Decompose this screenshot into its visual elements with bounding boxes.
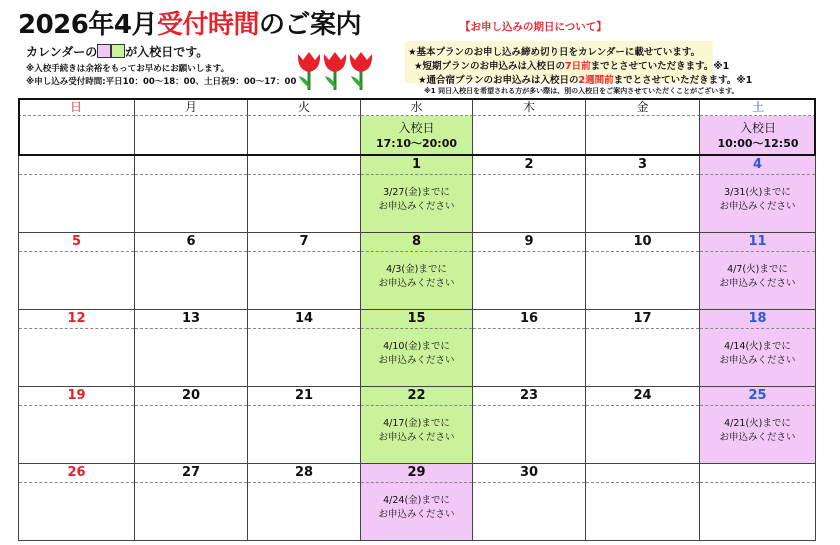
entry-cell [248, 116, 361, 156]
notes-title: 【お申し込みの期日について】 [460, 21, 607, 33]
day-divider [135, 482, 247, 483]
day-divider [586, 482, 699, 483]
day-cell [18, 387, 135, 464]
deadline-text: 4/7(火)までに [727, 264, 788, 275]
weekday-header: 木 [473, 98, 586, 116]
weekday-header: 金 [586, 98, 700, 116]
day-number: 24 [633, 388, 652, 403]
apply-text: お申込みください [719, 278, 796, 289]
day-cell [135, 233, 248, 310]
day-cell [361, 310, 473, 387]
day-divider [19, 251, 134, 252]
entry-time: 17:10～20:00 [375, 137, 458, 150]
day-number: 28 [294, 465, 314, 480]
weekday-header: 日 [18, 98, 135, 116]
apply-text: お申込みください [378, 509, 455, 520]
apply-text: お申込みください [378, 355, 455, 366]
day-divider [248, 482, 360, 483]
day-cell [700, 156, 816, 233]
day-divider [135, 405, 247, 406]
legend-prefix: カレンダーの [26, 45, 98, 59]
day-number: 21 [294, 388, 314, 403]
deadline-text: 3/31(火)までに [724, 187, 791, 198]
day-cell [248, 233, 361, 310]
day-divider [473, 405, 585, 406]
day-divider [473, 174, 585, 175]
day-cell [700, 387, 816, 464]
day-divider [361, 328, 472, 329]
deadline-text: 4/14(火)までに [724, 341, 791, 352]
day-divider [248, 174, 360, 175]
day-divider [700, 251, 815, 252]
entry-cell [18, 116, 135, 156]
apply-text: お申込みください [378, 278, 455, 289]
day-number: 20 [181, 388, 201, 403]
apply-text: お申込みください [378, 201, 455, 212]
day-divider [586, 405, 699, 406]
day-cell [700, 464, 816, 541]
day-cell [361, 387, 473, 464]
day-cell [473, 156, 586, 233]
day-cell [248, 156, 361, 233]
day-number: 23 [519, 388, 539, 403]
day-number: 25 [748, 388, 767, 403]
day-divider [473, 251, 585, 252]
deadline-text: 4/10(金)までに [383, 341, 450, 352]
day-divider [700, 174, 815, 175]
day-cell [18, 464, 135, 541]
day-cell [586, 387, 700, 464]
early-note: ※入校手続きは余裕をもってお早めにお願いします。 [26, 64, 230, 74]
day-divider [248, 405, 360, 406]
day-cell [361, 464, 473, 541]
day-number: 8 [411, 234, 422, 249]
entry-time: 10:00～12:50 [717, 137, 799, 150]
note-basic: ★基本プランのお申し込み締め切り日をカレンダーに載せています。 [408, 47, 701, 58]
day-number: 13 [181, 311, 201, 326]
day-cell [473, 233, 586, 310]
entry-cell [586, 116, 700, 156]
deadline-text: 4/3(金)までに [386, 264, 447, 275]
day-number: 16 [519, 311, 539, 326]
day-number: 7 [299, 234, 309, 249]
pink-square-icon [97, 44, 111, 58]
day-number: 9 [524, 234, 534, 249]
legend [26, 43, 208, 60]
entry-cell [361, 116, 473, 156]
day-cell [473, 464, 586, 541]
day-divider [473, 482, 585, 483]
day-number: 4 [752, 157, 763, 172]
day-cell [135, 464, 248, 541]
day-divider [135, 174, 247, 175]
day-cell [361, 156, 473, 233]
entry-day-label: 入校日 [398, 121, 435, 135]
day-cell [18, 233, 135, 310]
day-cell [18, 156, 135, 233]
tulip-icon [296, 50, 376, 92]
day-number: 12 [67, 311, 86, 326]
day-cell [135, 156, 248, 233]
business-hours: ※申し込み受付時間:平日10：00～18：00、土日祝9：00～17：00 [26, 77, 297, 87]
title-year-month: 2026年4月 [18, 10, 157, 40]
day-number: 5 [71, 234, 82, 249]
entry-cell [135, 116, 248, 156]
day-cell [135, 387, 248, 464]
day-number: 6 [186, 234, 196, 249]
green-square-icon [111, 44, 125, 58]
day-cell [248, 387, 361, 464]
day-number: 26 [67, 465, 86, 480]
day-number: 17 [633, 311, 652, 326]
day-divider [700, 482, 815, 483]
deadline-text: 4/21(火)までに [724, 418, 791, 429]
title-highlight: 受付時間 [156, 10, 259, 40]
day-divider [248, 328, 360, 329]
day-divider [135, 328, 247, 329]
note-short: ★短期プランのお申込みは入校日の7日前までとさせていただきます。※1 [414, 61, 730, 72]
day-cell [586, 233, 700, 310]
day-divider [248, 251, 360, 252]
day-number: 10 [633, 234, 652, 249]
day-divider [586, 251, 699, 252]
apply-text: お申込みください [719, 432, 796, 443]
day-cell [248, 464, 361, 541]
deadline-text: 3/27(金)までに [383, 187, 450, 198]
day-cell [18, 310, 135, 387]
day-cell [361, 233, 473, 310]
day-cell [586, 310, 700, 387]
day-divider [19, 328, 134, 329]
day-number: 3 [637, 157, 648, 172]
day-number: 22 [407, 388, 426, 403]
note-footnote: ※1 同日入校日を希望される方が多い際は、別の入校日をご案内させていただくことがございます。 [424, 87, 739, 95]
deadline-text: 4/17(金)までに [383, 418, 450, 429]
day-divider [19, 174, 134, 175]
day-cell [700, 310, 816, 387]
deadline-text: 4/24(金)までに [383, 495, 450, 506]
day-cell [135, 310, 248, 387]
day-divider [361, 174, 472, 175]
day-divider [361, 405, 472, 406]
day-number: 27 [181, 465, 201, 480]
day-number: 2 [524, 157, 534, 172]
day-divider [361, 251, 472, 252]
day-divider [135, 251, 247, 252]
day-cell [473, 387, 586, 464]
day-divider [700, 405, 815, 406]
day-divider [473, 328, 585, 329]
day-number: 14 [294, 311, 314, 326]
day-number: 1 [411, 157, 422, 172]
legend-suffix: が入校日です。 [125, 45, 209, 59]
day-cell [473, 310, 586, 387]
apply-text: お申込みください [719, 201, 796, 212]
day-number: 29 [407, 465, 426, 480]
weekday-header: 火 [248, 98, 361, 116]
day-number: 19 [67, 388, 86, 403]
page-title [18, 4, 361, 41]
day-divider [361, 482, 472, 483]
day-divider [19, 405, 134, 406]
weekday-header: 土 [700, 98, 816, 116]
day-divider [19, 482, 134, 483]
day-number: 30 [519, 465, 539, 480]
entry-cell [473, 116, 586, 156]
day-number: 15 [407, 311, 426, 326]
entry-day-label: 入校日 [739, 121, 776, 135]
day-cell [248, 310, 361, 387]
day-cell [700, 233, 816, 310]
day-divider [700, 328, 815, 329]
day-number: 18 [748, 311, 767, 326]
apply-text: お申込みください [719, 355, 796, 366]
apply-text: お申込みください [378, 432, 455, 443]
note-camp: ★通合宿プランのお申込みは入校日の2週間前までとさせていただきます。※1 [418, 75, 753, 86]
day-divider [586, 328, 699, 329]
title-rest: のご案内 [258, 10, 361, 40]
entry-cell [700, 116, 816, 156]
day-cell [586, 464, 700, 541]
day-number: 11 [748, 234, 767, 249]
day-cell [586, 156, 700, 233]
weekday-header: 月 [135, 98, 248, 116]
weekday-header: 水 [361, 98, 473, 116]
day-divider [586, 174, 699, 175]
